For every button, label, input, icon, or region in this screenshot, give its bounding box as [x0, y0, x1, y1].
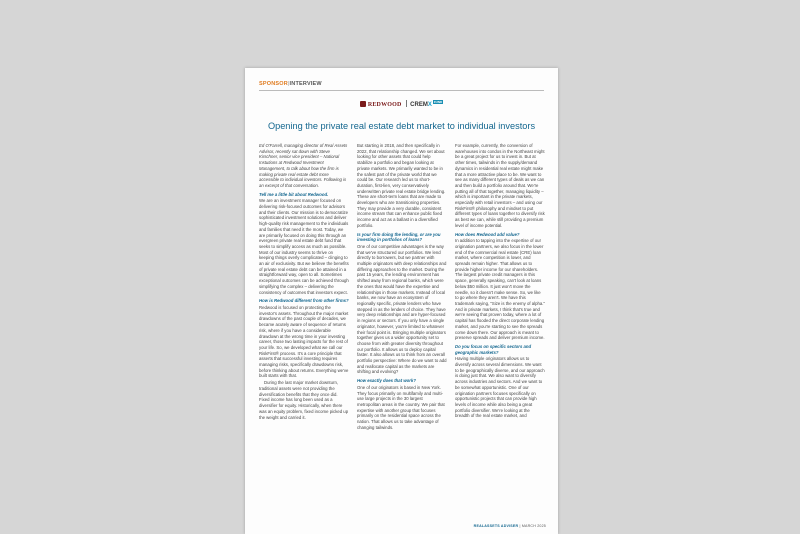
section-eyebrow [259, 81, 322, 87]
article-column-3 [455, 143, 545, 523]
header-rule [259, 90, 544, 91]
article-column-1 [259, 143, 349, 523]
page-footer [474, 524, 546, 528]
answer-paragraph: We are an investment manager focused on delivering risk-focused outcomes for advisors and their clients. Our mission is to democratize sophisticated investment solutions and deliver high-quality risk management to the individuals and families that need it the most. Today, we are primarily focused on doing this through an evergreen private real estate debt fund that seeks to simplify access as much as possible. Most of our industry seems to thrive on keeping things overly complicated – clinging to an air of exclusivity. But we believe the benefits of private real estate debt can be attained in a straightforward way, open to all. Sometimes exceptional outcomes can be achieved through simplifying the complex – delivering the consistency of outcomes that investors expect. [259, 198, 349, 295]
question-heading: Is your firm doing the lending, or are you investing in portfolios of loans? [357, 231, 441, 243]
redwood-logo [360, 102, 402, 108]
eyebrow-separator: | [287, 81, 290, 87]
question-heading: How exactly does that work? [357, 378, 416, 384]
redwood-mark-icon [360, 101, 366, 107]
redwood-logo-text: REDWOOD [367, 102, 402, 108]
answer-paragraph: During the last major market downturn, traditional assets were not providing the diversification benefits that they once did. Fixed income has long been used as a diversifier for equity. Historically, when there was an equity problem, fixed income picked up the weight and carried it. [259, 380, 349, 420]
section-label: INTERVIEW [289, 81, 322, 87]
article-title: Opening the private real estate debt market to individual investors [267, 121, 536, 131]
cremx-logo-x: X [427, 102, 432, 108]
article-column-2 [357, 143, 447, 523]
answer-paragraph: But starting in 2018, and then specifically in 2022, that relationship changed. We set about looking for other assets that could help stabilize a portfolio and began looking at private markets. We primarily wanted to be in the safest part of the private world that we could be. Our research led us to short-duration, first-lien, very conservatively underwritten private real estate bridge lending. These are short-term loans that are made to developers who are transitioning properties. They may provide a very durable, consistent income stream that can enhance public fixed income and act as a ballast in a diversified portfolio. [357, 143, 446, 228]
footer-brand: REALASSETS ADVISER [473, 524, 519, 528]
logo-divider [406, 100, 407, 107]
answer-paragraph: One of our competitive advantages is the way that we've structured our portfolios. We lend directly to borrowers, but we partner with multiple originators with deep relationships and differing approaches to the market. During the past 15 years, the lending environment has shifted away from regional banks, which were the ones that would have the expertise and relationships in those markets. Instead of local banks, we now have an ecosystem of regionally specific, private lenders who have stepped in as the lenders of choice. They have very deep relationships and are hyper-focused in regions or sectors. If you only have a single originator, however, you're limited to whatever their focal point is. Bringing multiple originators together gives us a wider opportunity set to choose from with greater diversity throughout our portfolio. It allows us to deploy capital faster. It also allows us to think from an overall portfolio perspective: Where do we want to add and reallocate capital as the markets are shifting and evolving? [357, 243, 447, 375]
answer-paragraph: For example, currently, the conversion of warehouses into condos in the Northeast might be a great project for us to invest in. But at other times, tailwinds in the supply/demand dynamics in residential real estate might make that a more attractive place to be. We want to see as many different types of deals as we can and then build a portfolio around that. We're putting all of that together, managing liquidity – which is important in the private markets, especially with retail investors – and using our RiskFirst® philosophy and mindset to put different types of loans together to diversify risk as best we can, while still providing a premium level of income potential. [455, 143, 545, 228]
intro-paragraph: Ed O'Farrell, managing director of Real Assets Advisor, recently sat down with Steve Kirschner, senior vice president – National Instutions at Redwood Investment Management, to talk about how the firm is making private real estate debt more accessible to individual investors. Following is an excerpt of that conversation. [259, 143, 348, 188]
cremx-logo [410, 102, 443, 108]
cremx-logo-tag: FUND [433, 100, 443, 104]
answer-paragraph: Redwood is focused on protecting the investor's assets. Throughout the major market drawdowns of the past couple of decades, we became acutely aware of sequence of returns risk, where if you have a considerable drawdown at the wrong time in your investing career, those two lasting impacts for the rest of your life. So, we developed what we call our RiskFirst® process. It's a core principle that asserts that successful investing requires managing risks, specifically drawdowns risk, before thinking about returns. Everything we've built starts with that. [259, 304, 349, 379]
sponsor-logos [245, 100, 558, 108]
answer-paragraph: In addition to tapping into the expertise of our origination partners, we also focus in the lower end of the commercial real estate (CRE) loan market, where competition is lower, and spreads remain higher. That allows us to provide higher income for our shareholders. The largest private credit managers in this space, generally speaking, can't look at loans below $50 million. It just won't move the needle, so it doesn't make sense. So, we like to go where they aren't. We have this trademark saying, "Size is the enemy of alpha." And in private markets, I think that's true and we're seeing that proven today, where a lot of capital has flooded the direct corporate lending market, and you're starting to see the spreads come down there. Our approach is meant to preserve spreads and deliver premium income. [455, 238, 545, 341]
footer-date: MARCH 2025 [521, 524, 546, 528]
answer-paragraph: One of our originators is based in New York. They focus primarily on multifamily and multi-use large projects in the 30 largest metropolitan areas in the country. We pair that expertise with another group that focuses primarily on the residential space across the nation. That allows us to take advantage of changing tailwinds. [357, 384, 445, 430]
question-heading: How does Redwood add value? [455, 231, 520, 237]
footer-separator: | [519, 524, 521, 528]
question-heading: How is Redwood different from other firms? [259, 298, 349, 304]
cremx-logo-text: CREM [410, 102, 428, 108]
answer-paragraph: Having multiple originators allows us to diversify across several dimensions. We want to be geographically diverse, and our approach is doing just that. We also want to diversify across industries and sectors. And we want to be somewhat opportunistic. One of our origination partners focuses specifically on opportunistic projects that can provide high levels of income while also being a great portfolio diversifier. We're looking at the breadth of the real estate market, and [455, 356, 545, 419]
question-heading: Tell me a little bit about Redwood. [259, 191, 329, 197]
question-heading: Do you focus on specific sectors and geographic markets? [455, 343, 532, 355]
sponsor-label: SPONSOR [259, 81, 288, 87]
magazine-page [245, 68, 558, 534]
